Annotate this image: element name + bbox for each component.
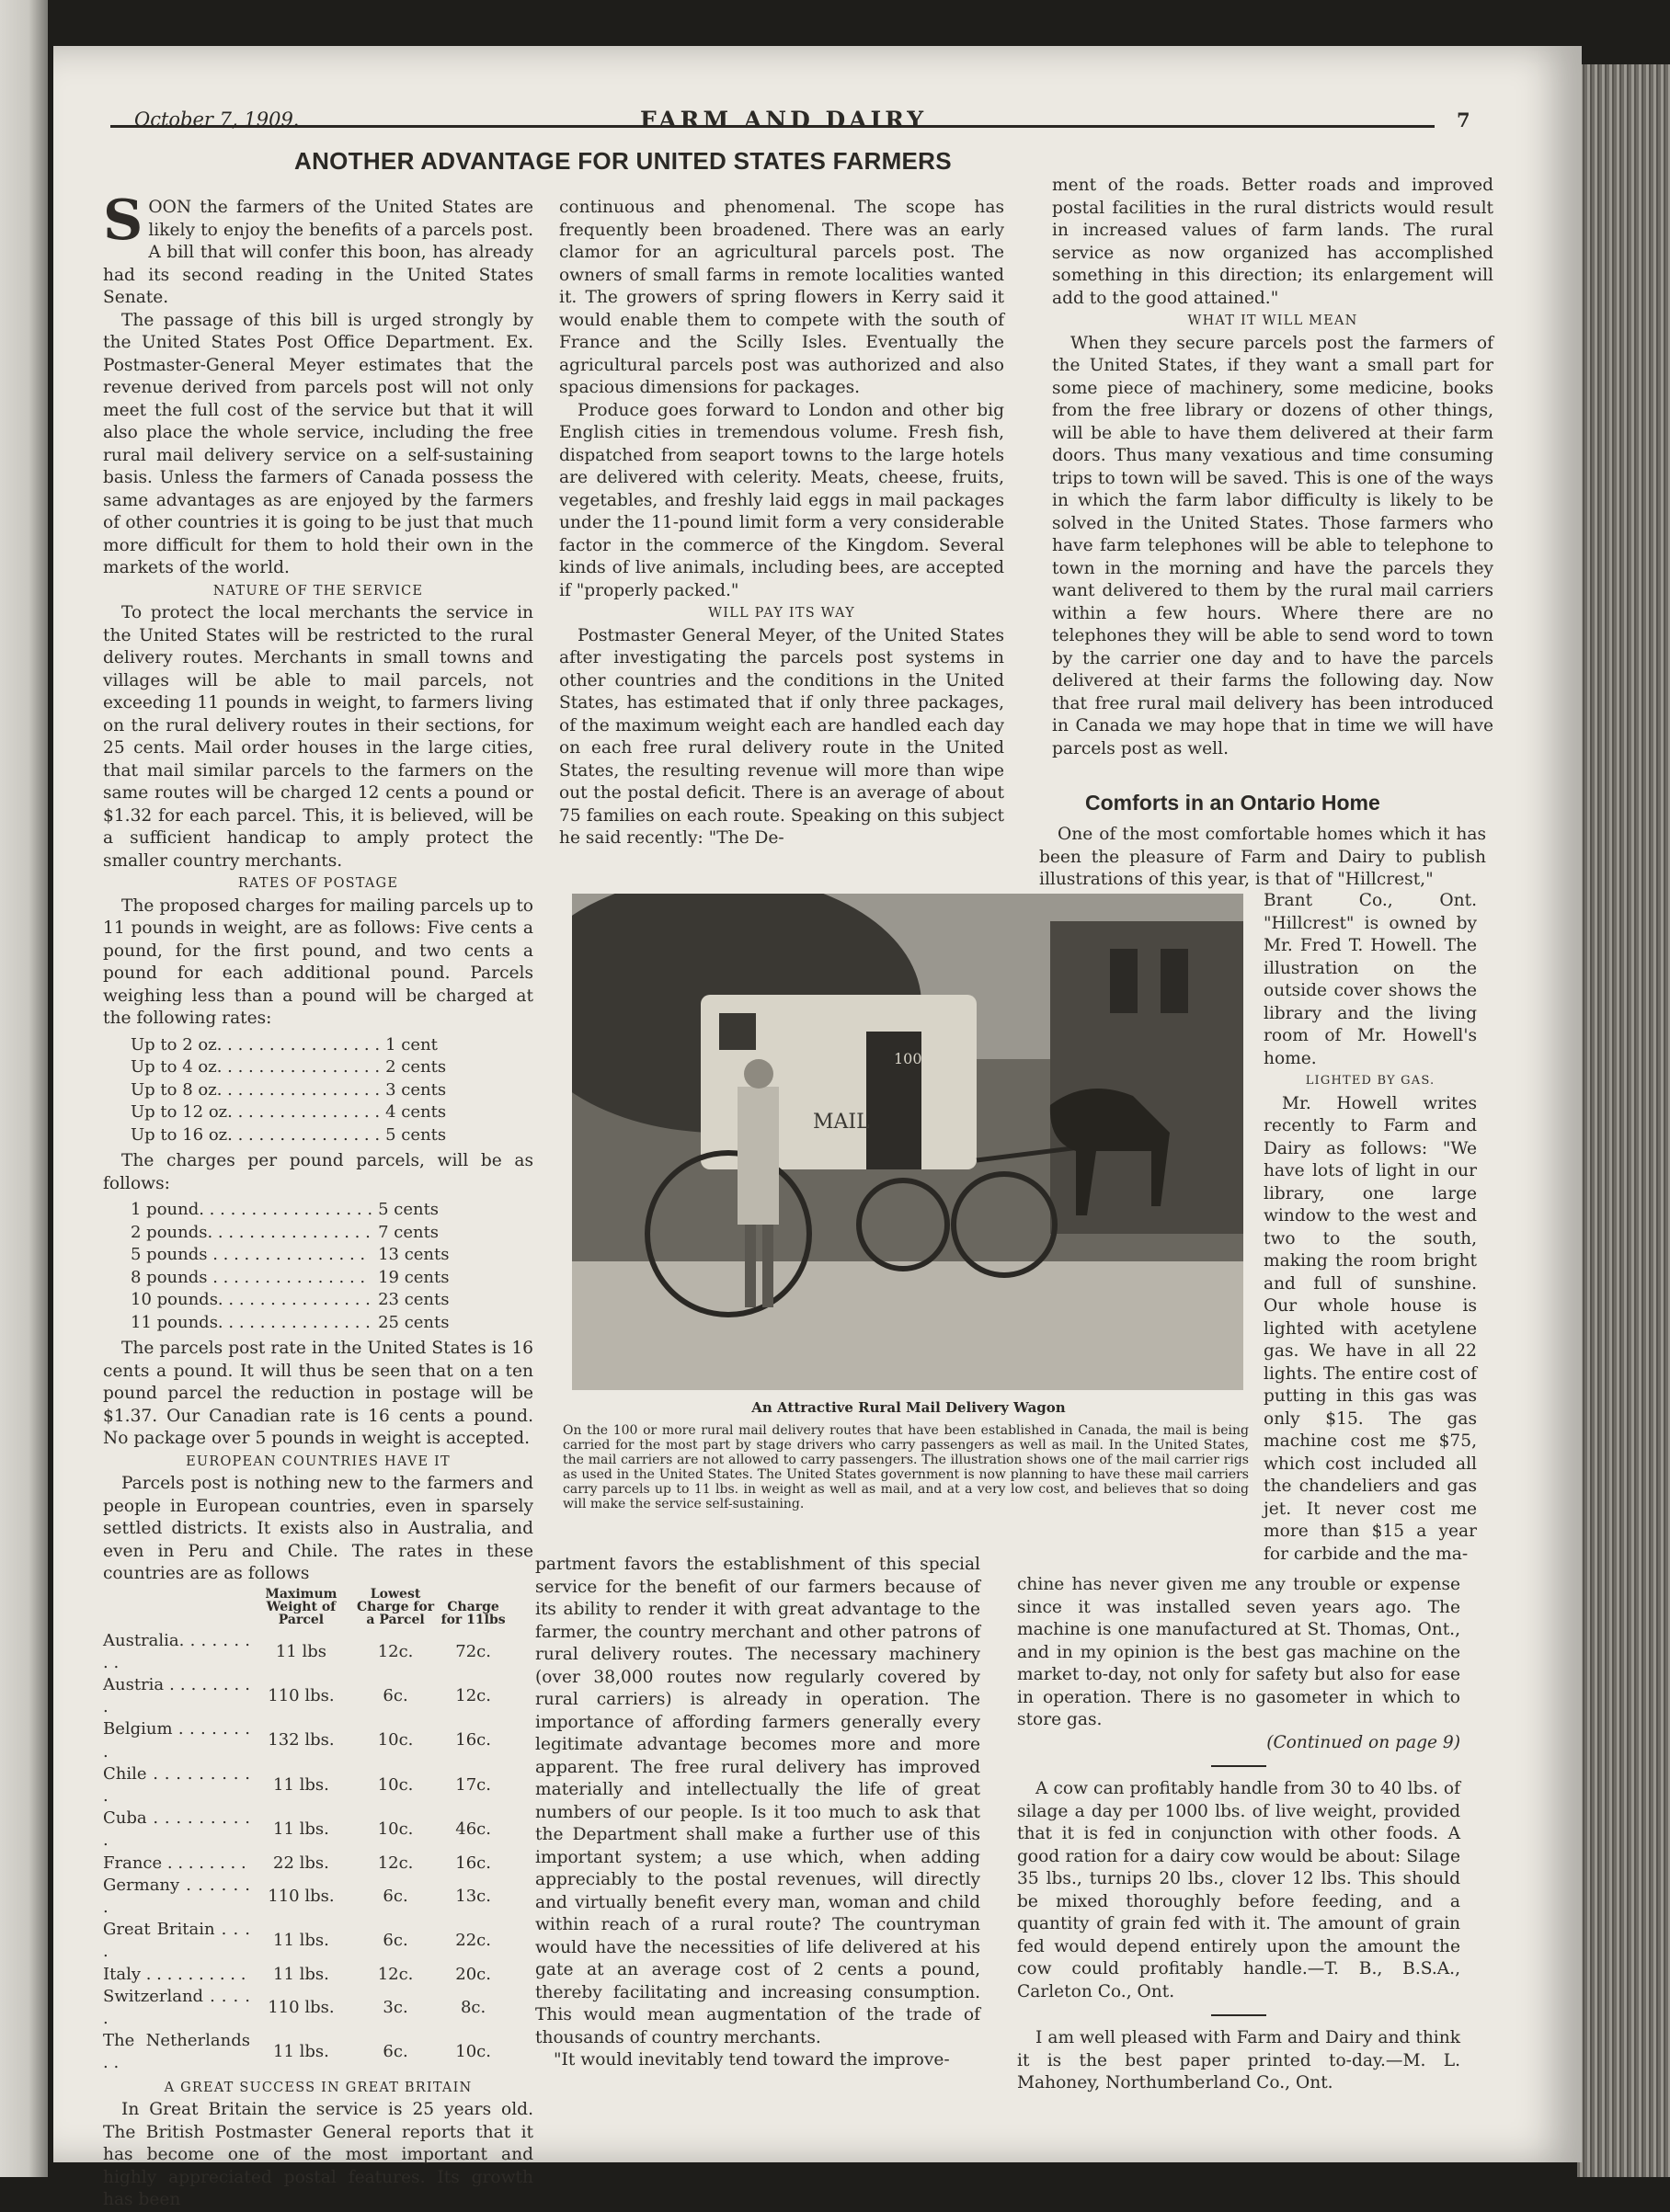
paragraph: I am well pleased with Farm and Dairy and think it is the best paper printed to-day.—M. L. Mahoney, Northumberland Co., Ont. (1017, 2028, 1460, 2092)
table-row: 8 pounds . . . . . . . . . . . . . . . 19 cents (131, 1267, 450, 1287)
table-cell: Chile . . . . . . . . . . (103, 1763, 250, 1806)
table-cell: 11 lbs. (273, 1964, 329, 1984)
table-cell: 132 lbs. (268, 1730, 335, 1750)
table-cell: 11 lbs (275, 1641, 327, 1661)
divider (1211, 2014, 1266, 2016)
table-cell: 46c. (455, 1819, 491, 1840)
photo-caption-body: On the 100 or more rural mail delivery routes that have been established in Canada, the mail is being carried for the most part by stage drivers who carry passengers as well as mail. In the United States, the mail carriers are not allowed to carry passengers. The illustration shows one of the mail carrier rigs as used in the United States. The United States government is now planning to have these mail carriers carry parcels up to 11 lbs. in weight as well as mail, and at a very low cost, and believes that so doing will make the service self-sustaining. (563, 1423, 1249, 1511)
table-cell: Australia. . . . . . . . . (103, 1630, 250, 1672)
paragraph: The proposed charges for mailing parcels up to 11 pounds in weight, are as follows: Five cents a pound, for the first pound, and two cents a pound for each additional pound. Parcels weighing less than a pound will be charged at the following rates: (103, 895, 533, 1028)
table-row (103, 1807, 508, 1852)
table-cell: 6c. (383, 1931, 408, 1951)
column-3-bottom (1017, 1574, 1460, 2095)
table-cell: 13c. (455, 1886, 491, 1906)
paragraph: When they secure parcels post the farmers of the United States, if they want a small part for some piece of machinery, some medicine, books from the free library or dozens of other things, will be able to have them delivered at their farm doors. Thus many vexatious and time consuming trips to town will be saved. This is one of the ways in which the farm labor difficulty is likely to be solved in the United States. Those farmers who have farm telephones will be able to telephone to town in the morning and have the parcels they want delivered to them by the rural mail carriers within a few hours. Where there are no telephones they will be able to send word to town by the carrier one day and to have the parcels delivered at their farms the following day. Now that free rural mail delivery has been introduced in Canada we may hope that in time we will have parcels post as well. (1052, 333, 1493, 758)
paragraph: "It would inevitably tend toward the improve- (554, 2050, 950, 2069)
table-cell: 20c. (455, 1964, 491, 1984)
table-row: Up to 12 oz. . . . . . . . . . . . . . . 4 cents (131, 1102, 447, 1122)
continued-note: (Continued on page 9) (1266, 1732, 1460, 1752)
book-edge (1577, 64, 1670, 2177)
table-row (103, 1919, 508, 1963)
paragraph: Brant Co., Ont. "Hillcrest" is owned by Mr. Fred T. Howell. The illustration on the outside cover shows the library and the living room of Mr. Howell's home. (1264, 891, 1477, 1068)
pound-rate-table (131, 1199, 450, 1334)
table-cell: 10c. (377, 1819, 414, 1840)
table-row: Up to 16 oz. . . . . . . . . . . . . . . 5 cents (131, 1124, 447, 1145)
subheading: LIGHTED BY GAS. (1305, 1074, 1436, 1088)
table-row (103, 1986, 508, 2030)
previous-page-edge (0, 0, 48, 2177)
subheading: EUROPEAN COUNTRIES HAVE IT (186, 1454, 451, 1469)
table-cell: 12c. (455, 1686, 491, 1705)
column-3-intro (1039, 824, 1486, 892)
table-cell: 11 lbs. (273, 2042, 329, 2062)
header-rule (110, 125, 1435, 128)
table-cell: 8c. (460, 1997, 486, 2017)
table-cell: 11 lbs. (273, 1819, 329, 1840)
paragraph: A cow can profitably handle from 30 to 40 lbs. of silage a day per 1000 lbs. of live weight, provided that it is fed in conjunction with other foods. A good ration for a dairy cow would be about: Silage 35 lbs., turnips 20 lbs., clover 12 lbs. This should be mixed thoroughly before feeding, and a quantity of grain fed with it. The amount of grain fed would depend entirely upon the amount the cow could profitably handle.—T. B., B.S.A., Carleton Co., Ont. (1017, 1779, 1460, 2001)
paragraph: Postmaster General Meyer, of the United States after investigating the parcels post systems in other countries and the conditions in the United States, has estimated that if only three packages, of the maximum weight each are handled each day on each free rural delivery route in the United States, the resulting revenue will more than wipe out the postal deficit. There is an average of about 75 families on each route. Speaking on this subject he said recently: "The De- (559, 625, 1004, 848)
table-cell: 3c. (383, 1997, 408, 2017)
table-cell: 17c. (455, 1774, 491, 1795)
table-cell: 16c. (455, 1730, 491, 1750)
table-cell: Great Britain . . . . (103, 1920, 250, 1962)
page-number: 7 (1457, 108, 1470, 131)
table-row (103, 1875, 508, 1919)
table-cell: 72c. (455, 1641, 491, 1661)
table-row (103, 1853, 508, 1875)
subheading: WILL PAY ITS WAY (708, 606, 855, 621)
table-cell: 16c. (455, 1853, 491, 1873)
table-row: 5 pounds . . . . . . . . . . . . . . . 13 cents (131, 1245, 450, 1264)
paragraph: chine has never given me any trouble or expense since it was installed seven years ago. The machine is one manufactured at St. Thomas, Ont., and in my opinion is the best gas machine on the market to-day, not only for safety but also for ease in operation. There is no gasometer in which to store gas. (1017, 1575, 1460, 1729)
paragraph: Parcels post is nothing new to the farmers and people in European countries, even in sparsely settled districts. It exists also in Australia, and even in Peru and Chile. The rates in these countries are as follows (103, 1474, 533, 1583)
section-heading: Comforts in an Ontario Home (1085, 791, 1380, 815)
mail-wagon-illustration (572, 894, 1243, 1390)
table-cell: France . . . . . . . . (103, 1853, 246, 1873)
table-cell: 110 lbs. (268, 1886, 335, 1906)
column-3-narrow (1264, 890, 1477, 1566)
table-row (103, 1763, 508, 1807)
column-2-top (559, 197, 1004, 850)
paragraph: The charges per pound parcels, will be as follows: (103, 1151, 533, 1193)
article-headline: ANOTHER ADVANTAGE FOR UNITED STATES FARMERS (294, 147, 952, 175)
wagon-number: 100 (894, 1050, 922, 1067)
paragraph: One of the most comfortable homes which it has been the pleasure of Farm and Dairy to publish illustrations of this year, is that of "Hillcrest," (1039, 825, 1486, 889)
table-cell: 10c. (455, 2042, 491, 2062)
table-row (103, 1630, 508, 1674)
table-cell: 12c. (377, 1853, 414, 1873)
table-cell: 6c. (383, 2042, 408, 2062)
table-cell: 6c. (383, 1686, 408, 1705)
table-row: 10 pounds. . . . . . . . . . . . . . . 23 cents (131, 1290, 450, 1309)
table-cell: 10c. (377, 1730, 414, 1750)
column-2-bottom (535, 1554, 980, 2072)
table-cell: 6c. (383, 1886, 408, 1906)
wagon-sign: MAIL (813, 1111, 870, 1134)
paragraph: The parcels post rate in the United States is 16 cents a pound. It will thus be seen that on a ten pound parcel the reduction in postage will be $1.37. Our Canadian rate is 16 cents a pound. No package over 5 pounds in weight is accepted. (103, 1339, 533, 1448)
table-row (103, 2030, 508, 2074)
table-cell: 11 lbs. (273, 1774, 329, 1795)
table-row: Up to 2 oz. . . . . . . . . . . . . . . . 1 cent (131, 1034, 438, 1055)
table-row: Up to 4 oz. . . . . . . . . . . . . . . . 2 cents (131, 1057, 447, 1077)
publication-title: FARM AND DAIRY (640, 107, 928, 133)
table-cell: 110 lbs. (268, 1997, 335, 2017)
table-header-row: Maximum Weight of Parcel Lowest Charge for a Parcel Charge for 11lbs (265, 1586, 506, 1627)
table-row (103, 1964, 508, 1986)
column-3-top (1052, 175, 1493, 760)
subheading: RATES OF POSTAGE (237, 876, 399, 891)
table-cell: 12c. (377, 1641, 414, 1661)
table-cell: 22 lbs. (273, 1853, 329, 1873)
mail-wagon-photo (572, 894, 1243, 1390)
column-1 (103, 188, 533, 2212)
paragraph: The passage of this bill is urged strongly by the United States Post Office Department. Ex. Postmaster-General Meyer estimates that the revenue derived from parcels post will not only meet the full cost of the service but that it will also place the whole service, including the free rural mail delivery service on a self-sustaining basis. Unless the farmers of Canada possess the same advantages as are enjoyed by the farmers of other countries it is going to be just that much more difficult for them to hold their own in the markets of the world. (103, 310, 533, 577)
subheading: A GREAT SUCCESS IN GREAT BRITAIN (164, 2080, 473, 2095)
paragraph: ment of the roads. Better roads and improved postal facilities in the rural districts would result in increased values of farm lands. The rural service as now organized has accomplished something in this direction; its enlargement will add to the good attained." (1052, 176, 1493, 308)
subheading: NATURE OF THE SERVICE (212, 583, 424, 599)
table-cell: 10c. (377, 1774, 414, 1795)
table-cell: Switzerland . . . . . (103, 1986, 250, 2028)
paragraph: Mr. Howell writes recently to Farm and Dairy as follows: "We have lots of light in our library, one large window to the west and two to the south, making the room bright and full of sunshine. Our whole house is lighted with acetylene gas. We have in all 22 lights. The entire cost of putting in this gas was only $15. The gas machine cost me $75, which cost included all the chandeliers and gas jet. It never cost me more than $15 a year for carbide and the ma- (1264, 1093, 1477, 1564)
photo-caption-title: An Attractive Rural Mail Delivery Wagon (751, 1399, 1066, 1416)
table-row: 11 pounds. . . . . . . . . . . . . . . 25 cents (131, 1312, 450, 1332)
table-cell: 22c. (455, 1931, 491, 1951)
paragraph: Produce goes forward to London and other big English cities in tremendous volume. Fresh fish, dispatched from seaport towns to the large hotels are delivered with celerity. Meats, cheese, fruits, vegetables, and freshly laid eggs in mail packages under the 11-pound limit form a very considerable factor in the commerce of the Kingdom. Several kinds of live animals, including bees, are accepted if "properly packed." (559, 400, 1004, 600)
table-row (103, 1718, 508, 1762)
paragraph: OON the farmers of the United States are likely to enjoy the benefits of a parcels post. A bill that will confer this boon, has already had its second reading in the United States Senate. (103, 198, 533, 307)
issue-date: October 7, 1909. (134, 108, 300, 131)
table-row: 1 pound. . . . . . . . . . . . . . . . . 5 cents (131, 1200, 440, 1219)
table-cell: 110 lbs. (268, 1686, 335, 1705)
table-cell: Austria . . . . . . . . . (103, 1674, 250, 1717)
paragraph: In Great Britain the service is 25 years old. The British Postmaster General reports that it has become one of the most important and highly appreciated postal features. Its growth has been (103, 2100, 533, 2210)
table-row (103, 1674, 508, 1718)
table-cell: 11 lbs. (273, 1931, 329, 1951)
table-cell: Cuba . . . . . . . . . . (103, 1808, 250, 1851)
table-cell: 12c. (377, 1964, 414, 1984)
table-row: 2 pounds. . . . . . . . . . . . . . . . 7 cents (131, 1222, 440, 1242)
paragraph: continuous and phenomenal. The scope has frequently been broadened. There was an early clamor for an agricultural parcels post. The owners of small farms in remote localities wanted it. The growers of spring flowers in Kerry said it would enable them to compete with the south of France and the Scilly Isles. Eventually the agricultural parcels post was authorized and also spacious dimensions for packages. (559, 198, 1004, 397)
ounce-rate-table (131, 1034, 446, 1147)
drop-cap: S (103, 188, 143, 253)
divider (1211, 1765, 1266, 1767)
subheading: WHAT IT WILL MEAN (1187, 314, 1358, 328)
paragraph: partment favors the establishment of this special service for the benefit of our farmers because of its ability to render it with great advantage to the farmer, the country merchant and other patrons of rural delivery routes. The necessary machinery (over 38,000 routes now regularly covered by rural carriers) is already in operation. The importance of affording farmers generally every legitimate advantage becomes more and more apparent. The free rural delivery has improved materially and intellectually the life of great numbers of our people. Is it too much to ask that the Department shall make a further use of this important system; a use which, when adding appreciably to the postal revenues, will directly and virtually benefit every man, woman and child within reach of a rural route? The countryman would have the necessities of life delivered at his gate at an average cost of 2 cents a pound, thereby facilitating and increasing consumption. This would mean augmentation of the trade of thousands of country merchants. (535, 1555, 980, 2047)
table-row: Up to 8 oz. . . . . . . . . . . . . . . . 3 cents (131, 1079, 447, 1100)
table-cell: Italy . . . . . . . . . . (103, 1964, 246, 1984)
table-cell: Germany . . . . . . . (103, 1875, 250, 1917)
paragraph: To protect the local merchants the service in the United States will be restricted to the rural delivery routes. Merchants in small towns and villages will be able to mail parcels, not exceeding 11 pounds in weight, to farmers living on the rural delivery routes in their sections, for 25 cents. Mail order houses in the large cities, that mail similar parcels to the farmers on the same routes will be charged 12 cents a pound or $1.32 for each parcel. This, it is believed, will be a sufficient handicap to amply protect the smaller country merchants. (103, 603, 533, 871)
table-cell: The Netherlands . . (103, 2031, 250, 2073)
country-rate-table (103, 1588, 508, 2075)
table-cell: Belgium . . . . . . . . (103, 1719, 250, 1762)
